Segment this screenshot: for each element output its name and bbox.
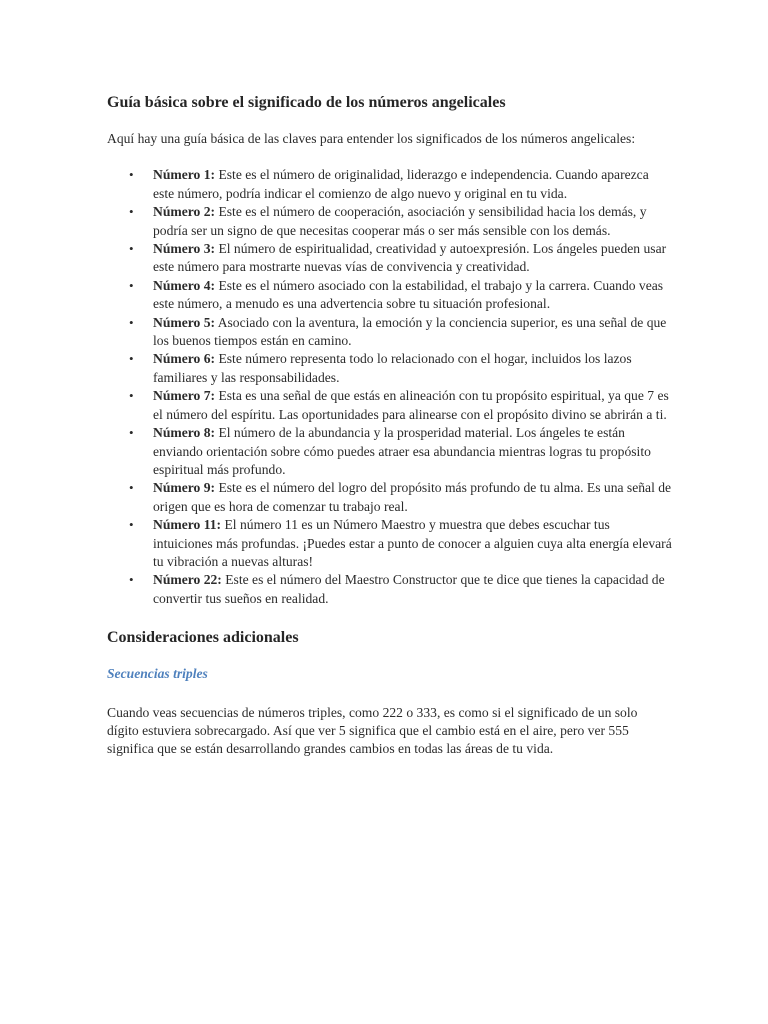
- section-heading: Consideraciones adicionales: [107, 629, 299, 647]
- list-item-text: El número de espiritualidad, creatividad y autoexpresión. Los ángeles pueden usar este número para mostrarte nuevas vías de convivencia y creatividad.: [153, 241, 667, 275]
- bullet-icon: •: [129, 425, 134, 441]
- list-item-text: El número 11 es un Número Maestro y muestra que debes escuchar tus intuiciones más profundas. ¡Puedes estar a punto de conocer a alguien cuya alta energía elevará tu vibración a nuevas alturas!: [153, 517, 672, 569]
- list-item: [107, 424, 672, 479]
- intro-paragraph: Aquí hay una guía básica de las claves para entender los significados de los números angelicales:: [107, 131, 636, 146]
- bullet-icon: •: [129, 351, 134, 367]
- list-item-term: Número 11:: [153, 517, 222, 533]
- list-item-text: Este número representa todo lo relacionado con el hogar, incluidos los lazos familiares y las responsabilidades.: [153, 351, 632, 385]
- list-item-term: Número 9:: [153, 480, 216, 496]
- list-item-term: Número 4:: [153, 277, 216, 293]
- subsection-paragraph: Cuando veas secuencias de números triples, como 222 o 333, es como si el significado de un solo dígito estuviera sobrecargado. Así que ver 5 significa que el cambio está en el aire, pero ver 555 significa que se están desarrollando grandes cambios en todas las áreas de tu vida.: [107, 704, 638, 757]
- angel-numbers-list: [107, 166, 672, 608]
- list-item: [107, 350, 672, 387]
- bullet-icon: •: [129, 204, 134, 220]
- list-item: [107, 203, 672, 240]
- bullet-icon: •: [129, 388, 134, 404]
- list-item-text: Esta es una señal de que estás en alineación con tu propósito espiritual, ya que 7 es el número del espíritu. Las oportunidades para alinearse con el propósito divino se abrirán a ti.: [153, 388, 669, 422]
- bullet-icon: •: [129, 241, 134, 257]
- bullet-icon: •: [129, 572, 134, 588]
- list-item-text: Este es el número de originalidad, liderazgo e independencia. Cuando aparezca este número, podría indicar el comienzo de algo nuevo y original en tu vida.: [153, 167, 649, 201]
- list-item-term: Número 8:: [153, 425, 216, 441]
- bullet-icon: •: [129, 517, 134, 533]
- list-item-text: Este es el número del Maestro Constructor que te dice que tienes la capacidad de convertir tus sueños en realidad.: [153, 572, 665, 606]
- list-item-term: Número 2:: [153, 204, 216, 220]
- list-item-term: Número 22:: [153, 572, 222, 588]
- list-item-text: El número de la abundancia y la prosperidad material. Los ángeles te están enviando orientación sobre cómo puedes atraer esa abundancia mientras logras tu propósito espiritual más profundo.: [153, 425, 651, 477]
- list-item: [107, 571, 672, 608]
- list-item: [107, 314, 672, 351]
- list-item-text: Este es el número de cooperación, asociación y sensibilidad hacia los demás, y podría ser un signo de que necesitas cooperar más o ser más sensible con los demás.: [153, 204, 647, 238]
- subsection-heading: Secuencias triples: [107, 666, 208, 682]
- list-item: [107, 277, 672, 314]
- list-item: [107, 479, 672, 516]
- list-item-term: Número 1:: [153, 167, 216, 183]
- list-item-text: Este es el número del logro del propósito más profundo de tu alma. Es una señal de origen que es hora de comenzar tu trabajo real.: [153, 480, 672, 514]
- list-item: [107, 240, 672, 277]
- list-item-text: Asociado con la aventura, la emoción y la conciencia superior, es una señal de que los buenos tiempos están en camino.: [153, 314, 667, 349]
- bullet-icon: •: [129, 167, 134, 183]
- bullet-icon: •: [129, 480, 134, 496]
- list-item: [107, 166, 672, 203]
- list-item: [107, 516, 672, 571]
- list-item-term: Número 5:: [153, 314, 216, 330]
- list-item-text: Este es el número asociado con la estabilidad, el trabajo y la carrera. Cuando veas este número, a menudo es una advertencia sobre tu situación profesional.: [153, 277, 664, 312]
- page-title: Guía básica sobre el significado de los números angelicales: [107, 94, 506, 111]
- list-item: [107, 387, 672, 424]
- list-item-term: Número 3:: [153, 241, 216, 257]
- list-item-term: Número 7:: [153, 388, 216, 404]
- list-item-term: Número 6:: [153, 351, 216, 367]
- bullet-icon: •: [129, 277, 134, 293]
- bullet-icon: •: [129, 314, 134, 330]
